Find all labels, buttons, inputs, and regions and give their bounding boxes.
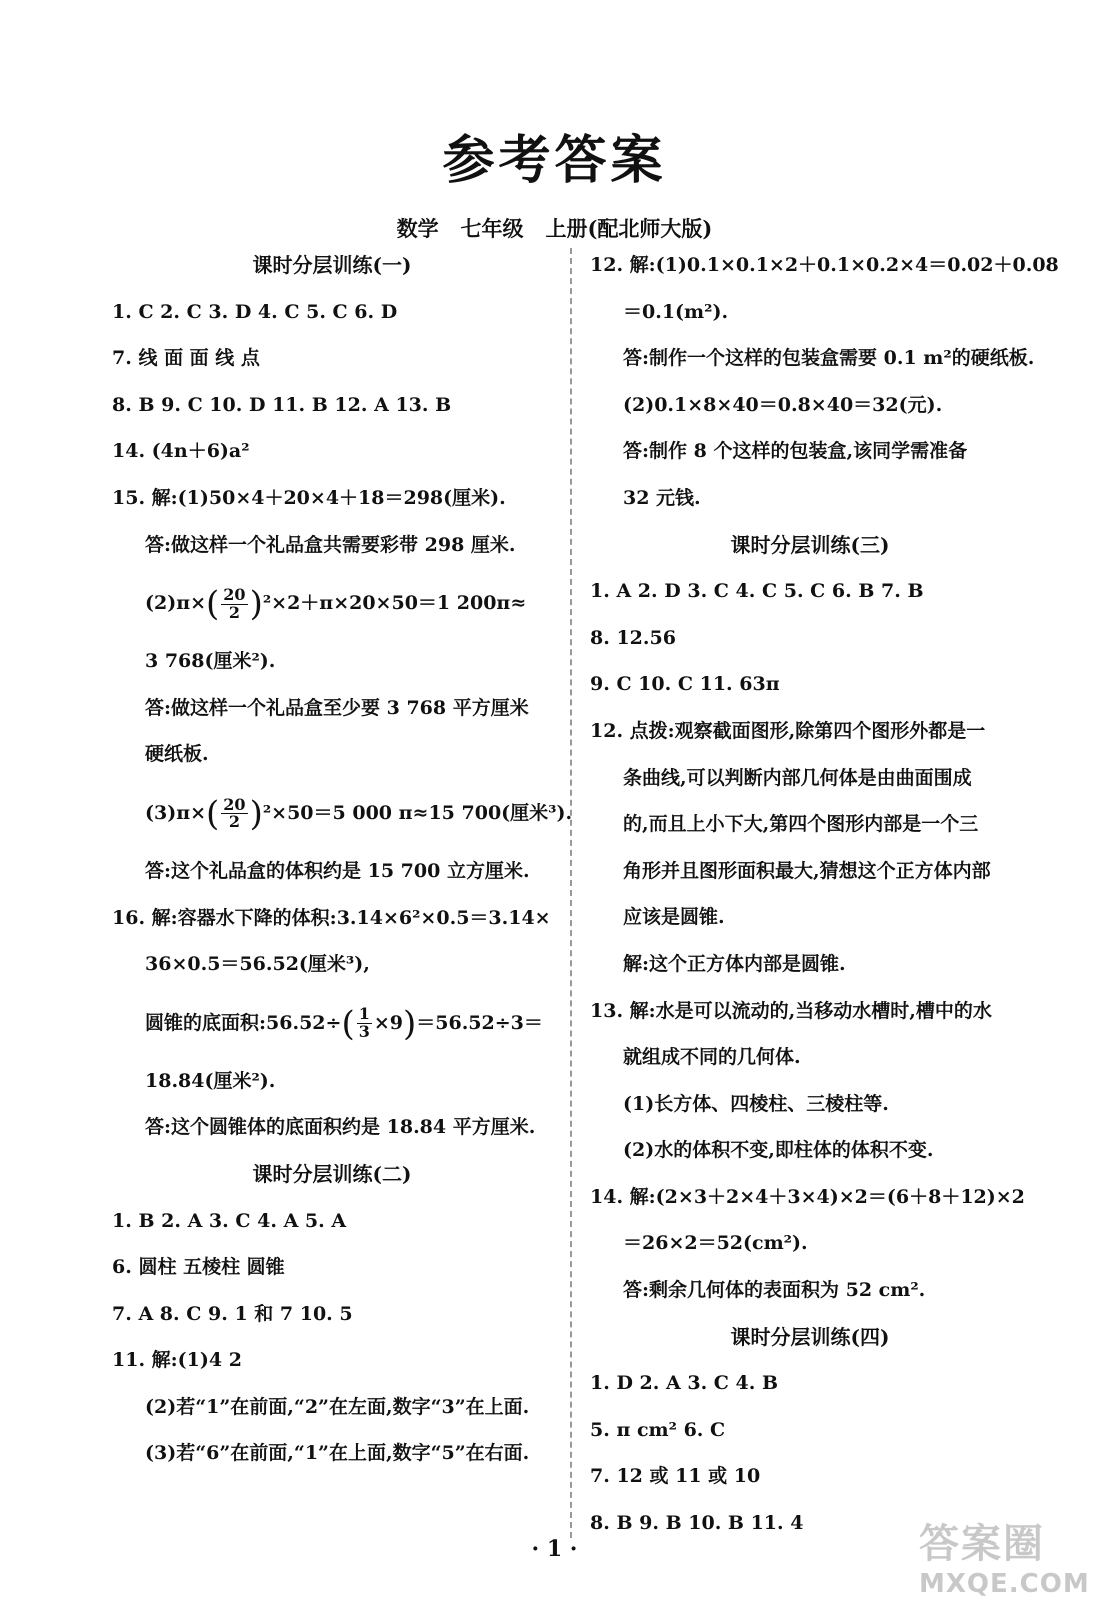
- answer-line: 16. 解:容器水下降的体积:3.14×6²×0.5＝3.14×: [112, 906, 551, 929]
- formula-line: [112, 568, 552, 638]
- answer-line: 应该是圆锥.: [623, 906, 725, 929]
- answer-line: 8. B 9. C 10. D 11. B 12. A 13. B: [112, 393, 452, 416]
- answer-line: 1. B 2. A 3. C 4. A 5. A: [112, 1209, 347, 1232]
- answer-line: 32 元钱.: [623, 486, 701, 509]
- answer-line: (2)若“1”在前面,“2”在左面,数字“3”在上面.: [145, 1395, 530, 1418]
- fraction-numerator: 20: [223, 794, 246, 814]
- formula-text: (2)π×: [145, 592, 207, 615]
- fraction-numerator: 1: [358, 1004, 370, 1024]
- answer-line: 15. 解:(1)50×4＋20×4＋18＝298(厘米).: [112, 486, 506, 509]
- formula-text: ²×2＋π×20×50＝1 200π≈: [262, 592, 527, 615]
- formula-line: [112, 778, 573, 848]
- answer-line: 答:做这样一个礼品盒共需要彩带 298 厘米.: [145, 533, 516, 556]
- paren-close: ): [249, 793, 263, 834]
- answer-line: 14. (4n＋6)a²: [112, 440, 250, 463]
- answer-line: 答:制作 8 个这样的包装盒,该同学需准备: [623, 440, 968, 463]
- answer-line: 答:剩余几何体的表面积为 52 cm².: [623, 1279, 926, 1302]
- paren-close: ): [402, 1003, 417, 1044]
- watermark-logo: [919, 1512, 1090, 1599]
- answer-line: 9. C 10. C 11. 63π: [590, 673, 780, 696]
- formula-text: 圆锥的底面积:56.52÷: [145, 1011, 342, 1034]
- page-number: · 1 ·: [531, 1536, 578, 1562]
- answer-line: 角形并且图形面积最大,猜想这个正方体内部: [623, 859, 991, 882]
- answer-line: 硬纸板.: [145, 743, 209, 766]
- answer-line: 答:这个礼品盒的体积约是 15 700 立方厘米.: [145, 859, 530, 882]
- answer-line: 答:做这样一个礼品盒至少要 3 768 平方厘米: [145, 696, 529, 719]
- answer-line: 7. 线 面 面 线 点: [112, 347, 260, 370]
- column-divider: [570, 248, 572, 1538]
- answer-line: (1)长方体、四棱柱、三棱柱等.: [623, 1092, 889, 1115]
- formula-line: [112, 988, 552, 1058]
- answer-line: 13. 解:水是可以流动的,当移动水槽时,槽中的水: [590, 999, 992, 1022]
- fraction: [357, 1006, 372, 1041]
- page-subtitle: 数学 七年级 上册(配北师大版): [396, 216, 713, 241]
- answer-line: (3)若“6”在前面,“1”在上面,数字“5”在右面.: [145, 1442, 530, 1465]
- answer-line: 5. π cm² 6. C: [590, 1418, 726, 1441]
- answer-line: 18.84(厘米²).: [145, 1069, 276, 1092]
- formula-text: ²×50＝5 000 π≈15 700(厘米³).: [262, 801, 573, 824]
- answer-line: 条曲线,可以判断内部几何体是由曲面围成: [623, 766, 972, 789]
- section-heading: 课时分层训练(一): [252, 253, 412, 277]
- paren-close: ): [249, 584, 263, 625]
- answer-line: 1. D 2. A 3. C 4. B: [590, 1372, 779, 1395]
- formula-text: ×9: [373, 1011, 403, 1034]
- answer-line: 14. 解:(2×3＋2×4＋3×4)×2＝(6＋8＋12)×2: [590, 1185, 1025, 1208]
- answer-line: 7. A 8. C 9. 1 和 7 10. 5: [112, 1302, 353, 1325]
- paren-open: (: [206, 793, 220, 834]
- answer-line: 解:这个正方体内部是圆锥.: [623, 952, 846, 975]
- answer-line: 3 768(厘米²).: [145, 650, 276, 673]
- section-heading: 课时分层训练(二): [252, 1161, 412, 1186]
- formula-text: (3)π×: [145, 801, 207, 824]
- answer-line: 36×0.5＝56.52(厘米³),: [145, 953, 370, 976]
- answer-line: 6. 圆柱 五棱柱 圆锥: [112, 1256, 285, 1279]
- answer-line: 1. C 2. C 3. D 4. C 5. C 6. D: [112, 300, 398, 323]
- answer-line: (2)0.1×8×40＝0.8×40＝32(元).: [623, 393, 943, 416]
- fraction: [221, 584, 247, 622]
- answer-line: 8. 12.56: [590, 626, 676, 649]
- left-column: [112, 242, 573, 1477]
- answer-line: 答:制作一个这样的包装盒需要 0.1 m²的硬纸板.: [623, 347, 1035, 370]
- answer-line: 1. A 2. D 3. C 4. C 5. C 6. B 7. B: [590, 580, 924, 603]
- fraction-numerator: 20: [223, 584, 246, 604]
- page-title: 参考答案: [442, 130, 667, 191]
- answer-line: 11. 解:(1)4 2: [112, 1349, 242, 1372]
- formula-text: ＝56.52÷3＝: [416, 1011, 543, 1034]
- answer-line: 12. 点拨:观察截面图形,除第四个图形外都是一: [590, 719, 986, 742]
- fraction: [221, 794, 247, 832]
- answer-line: 7. 12 或 11 或 10: [590, 1465, 761, 1488]
- section-heading: 课时分层训练(三): [730, 532, 890, 557]
- fraction-denominator: 2: [228, 602, 240, 622]
- watermark-bottom: MXQE.COM: [919, 1569, 1090, 1599]
- section-heading: 课时分层训练(四): [730, 1324, 890, 1349]
- answer-line: 就组成不同的几何体.: [623, 1046, 801, 1069]
- answer-line: ＝26×2＝52(cm²).: [623, 1232, 808, 1255]
- answer-line: 的,而且上小下大,第四个图形内部是一个三: [623, 813, 979, 836]
- fraction-denominator: 2: [228, 812, 240, 832]
- answer-line: 8. B 9. B 10. B 11. 4: [590, 1512, 804, 1535]
- answer-line: 12. 解:(1)0.1×0.1×2＋0.1×0.2×4＝0.02＋0.08: [590, 254, 1059, 276]
- answer-line: 答:这个圆锥体的底面积约是 18.84 平方厘米.: [145, 1116, 536, 1139]
- paren-open: (: [206, 584, 220, 625]
- fraction-denominator: 3: [358, 1022, 370, 1042]
- answer-line: ＝0.1(m²).: [623, 300, 729, 323]
- answer-line: (2)水的体积不变,即柱体的体积不变.: [623, 1139, 934, 1162]
- watermark-top: 答案圈: [919, 1521, 1045, 1567]
- paren-open: (: [341, 1003, 355, 1044]
